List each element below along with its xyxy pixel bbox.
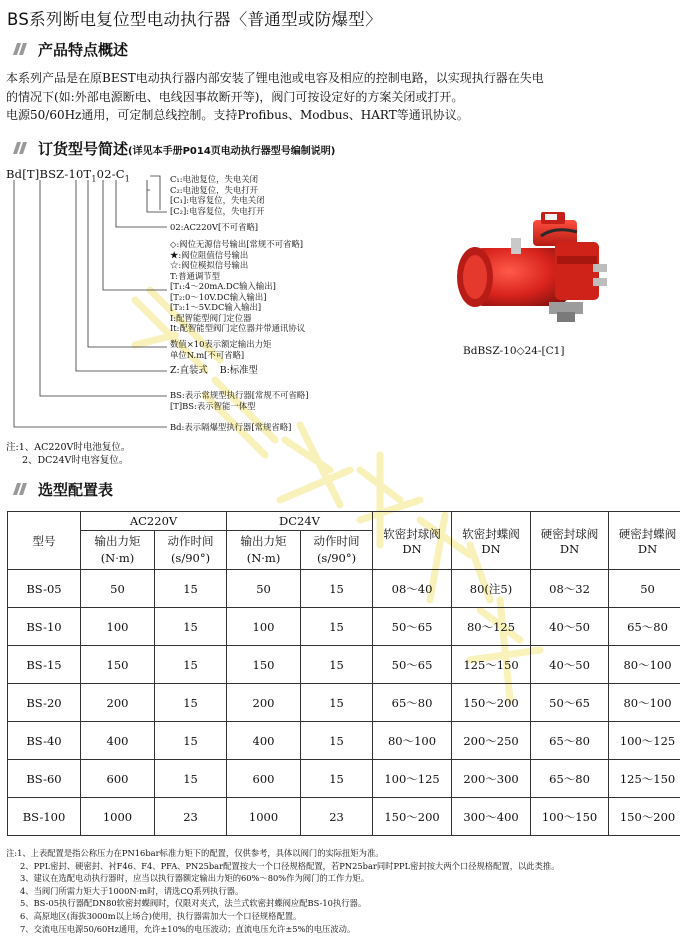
table-cell: 65～80	[531, 760, 609, 798]
valve-name: 软密封蝶阀	[462, 526, 520, 541]
table-cell: 400	[81, 722, 155, 760]
table-cell: 150	[81, 646, 155, 684]
note-line: 注:1、上表配置是指公称压力在PN16bar标准力矩下的配置，仅供参考，具体以阀门的实际扭矩为准。	[6, 848, 384, 858]
table-cell: 400	[227, 722, 301, 760]
table-cell: 100	[81, 608, 155, 646]
annotation-line: [T₂:0～10V.DC输入输出]	[170, 291, 267, 302]
table-cell: 65～80	[373, 684, 452, 722]
intro-line: 电源50/60Hz通用，可定制总线控制。支持Profibus、Modbus、HART等通讯协议。	[6, 108, 469, 122]
table-cell: 600	[81, 760, 155, 798]
table-cell: 65～80	[609, 608, 680, 646]
model-cell: BS-10	[8, 608, 81, 646]
table-cell: 23	[301, 798, 373, 836]
annotation-line: [T₁:4～20mA.DC输入输出]	[170, 281, 276, 291]
intro-line: 本系列产品是在原BEST电动执行器内部安装了锂电池或电容及相应的控制电路，以实现执行器在失电	[6, 71, 544, 85]
table-cell: 150～200	[373, 798, 452, 836]
model-cell: BS-20	[8, 684, 81, 722]
table-cell: 150～200	[609, 798, 680, 836]
note-line: 2、DC24V时电容复位。	[22, 455, 129, 466]
table-cell: 100～150	[531, 798, 609, 836]
model-code-mid: 02-C	[96, 167, 125, 181]
annotation-line: It:配智能型阀门定位器并带通讯协议	[170, 323, 306, 333]
table-row	[8, 798, 680, 836]
table-cell: 40～50	[531, 646, 609, 684]
annotation-line: I:配智能型阀门定位器	[170, 312, 252, 323]
annotation-line: BS:表示常规型执行器[常规不可省略]	[170, 390, 309, 400]
header-valve	[531, 512, 609, 570]
table-cell: 80～100	[609, 684, 680, 722]
header-dc24v: DC24V	[227, 512, 373, 531]
model-code-sub: 1	[91, 174, 97, 184]
voltage-annotation: 02:AC220V[不可省略]	[170, 222, 259, 232]
note-line: 7、交流电压电源50/60Hz通用，允许±10%的电压波动；直流电压允许±5%的电压波动。	[20, 923, 356, 934]
table-notes	[6, 847, 560, 935]
note-line: 5、BS-05执行器配DN80软密封蝶阀时，仅限对夹式，法兰式软密封蝶阀应配BS-10执行器。	[20, 898, 367, 909]
valve-name: 硬密封球阀	[540, 526, 599, 541]
table-cell: 100～125	[373, 760, 452, 798]
intro-line: 的情况下(如:外部电源断电、电线因事故断开等)，阀门可按设定好的方案关闭或打开。	[6, 89, 464, 104]
section-heading-main: 订货型号简述	[38, 140, 129, 158]
annotation-line: ◇:阀位无源信号输出[常规不可省略]	[170, 239, 304, 249]
note-line: 6、高原地区(海拔3000m以上场合)使用，执行器需加大一个口径规格配置。	[20, 910, 302, 921]
product-photo	[445, 198, 621, 334]
table-cell: 23	[155, 798, 227, 836]
table-cell: 100～125	[609, 722, 680, 760]
table-cell: 15	[155, 570, 227, 608]
table-cell: 15	[301, 684, 373, 722]
photo-caption: BdBSZ-10◇24-[C1]	[463, 345, 565, 357]
header-valve	[452, 512, 531, 570]
type-annotation: Z:直装式 B:标准型	[170, 365, 258, 376]
table-cell: 15	[155, 684, 227, 722]
selection-table	[7, 511, 680, 836]
annotation-line: [C₂]:电容复位，失电打开	[170, 205, 265, 216]
table-cell: 50	[227, 570, 301, 608]
model-cell: BS-100	[8, 798, 81, 836]
annotation-line: ☆:阀位模拟信号输出	[170, 260, 249, 270]
table-cell: 15	[301, 722, 373, 760]
annotation-line: [C₁]:电容复位，失电关闭	[170, 195, 265, 205]
model-notes	[6, 441, 130, 467]
model-code-sub: 1	[124, 174, 131, 184]
double-slash-marker-icon	[8, 483, 30, 495]
table-cell: 50～65	[373, 646, 452, 684]
table-cell: 300～400	[452, 798, 531, 836]
header-torque	[227, 531, 301, 570]
table-cell: 15	[155, 760, 227, 798]
table-row	[8, 722, 680, 760]
table-cell: 100	[227, 608, 301, 646]
valve-unit: DN	[559, 541, 580, 556]
explosion-annotation: Bd:表示隔爆型执行器[常规省略]	[170, 422, 292, 432]
table-cell: 1000	[81, 798, 155, 836]
table-cell: 50	[81, 570, 155, 608]
header-time-label: 动作时间	[313, 534, 360, 548]
actuator-illustration	[445, 198, 621, 334]
valve-unit: DN	[402, 541, 422, 556]
header-torque-label: 输出力矩	[240, 534, 287, 548]
header-time	[155, 531, 227, 570]
table-cell: 125～150	[609, 760, 680, 798]
table-cell: 80～100	[609, 646, 680, 684]
table-cell: 08～32	[531, 570, 609, 608]
c-option-annotations	[170, 174, 265, 216]
table-cell: 80～125	[452, 608, 531, 646]
series-annotation	[170, 390, 309, 411]
table-cell: 15	[155, 608, 227, 646]
header-time	[301, 531, 373, 570]
table-cell: 15	[301, 608, 373, 646]
header-valve	[609, 512, 680, 570]
note-line: 4、当阀门所需力矩大于1000N·m时，请选CQ系列执行器。	[20, 885, 244, 896]
table-row	[8, 608, 680, 646]
header-time-unit: (s/90°)	[316, 551, 357, 565]
note-line: 注:1、AC220V时电池复位。	[6, 442, 131, 453]
valve-unit: DN	[481, 541, 501, 556]
header-torque-label: 输出力矩	[94, 534, 141, 548]
annotation-line: 单位N.m[不可省略]	[170, 349, 245, 360]
annotation-line: C₂:电池复位，失电打开	[170, 184, 258, 195]
note-line: 3、建议在选配电动执行器时，应当以执行器额定输出力矩的60%～80%作为阀门的工作力矩。	[20, 873, 370, 884]
section-heading: 选型配置表	[38, 481, 114, 499]
annotation-line: 数值×10表示额定输出力矩	[170, 339, 272, 349]
model-code-main: Bd[T]BSZ-10T	[6, 167, 92, 181]
section-heading: 产品特点概述	[38, 41, 129, 59]
annotation-line: ★:阀位阻值信号输出	[170, 249, 249, 260]
table-cell: 200～250	[452, 722, 531, 760]
table-cell: 80(注5)	[452, 570, 531, 608]
table-row	[8, 760, 680, 798]
table-cell: 08～40	[373, 570, 452, 608]
valve-unit: DN	[637, 541, 658, 556]
valve-name: 硬密封蝶阀	[618, 526, 677, 541]
section-header-selection	[8, 480, 308, 498]
table-cell: 50～65	[531, 684, 609, 722]
table-cell: 200	[227, 684, 301, 722]
table-cell: 40～50	[531, 608, 609, 646]
header-ac220v: AC220V	[81, 512, 227, 531]
table-cell: 15	[155, 722, 227, 760]
model-cell: BS-05	[8, 570, 81, 608]
header-model: 型号	[8, 512, 81, 570]
annotation-line: [T]BS:表示智能一体型	[170, 400, 256, 411]
section-subheading: (详见本手册P014页电动执行器型号编制说明)	[128, 146, 336, 157]
document-title: BS系列断电复位型电动执行器〈普通型或防爆型〉	[7, 10, 382, 29]
table-cell: 15	[155, 646, 227, 684]
table-row	[8, 570, 680, 608]
table-row	[8, 646, 680, 684]
header-torque-unit: (N·m)	[246, 551, 281, 565]
model-cell: BS-60	[8, 760, 81, 798]
model-cell: BS-40	[8, 722, 81, 760]
note-line: 2、PPL密封、硬密封、衬F46、F4、PFA、PN25bar配置按大一个口径规格配置，若PN25bar同时PPL密封按大两个口径规格配置，以此类推。	[20, 860, 560, 871]
header-torque-unit: (N·m)	[100, 551, 135, 565]
table-cell: 200～300	[452, 760, 531, 798]
table-cell: 1000	[227, 798, 301, 836]
table-cell: 15	[301, 646, 373, 684]
table-cell: 150～200	[452, 684, 531, 722]
table-cell: 200	[81, 684, 155, 722]
header-time-unit: (s/90°)	[170, 551, 211, 565]
header-time-label: 动作时间	[167, 534, 214, 548]
table-cell: 80～100	[373, 722, 452, 760]
valve-name: 软密封球阀	[383, 526, 441, 541]
annotation-line: C₁:电池复位，失电关闭	[170, 174, 258, 184]
table-cell: 600	[227, 760, 301, 798]
table-cell: 150	[227, 646, 301, 684]
header-torque	[81, 531, 155, 570]
annotation-line: T:普通调节型	[170, 270, 220, 281]
table-cell: 15	[301, 570, 373, 608]
table-cell: 125～150	[452, 646, 531, 684]
signal-option-annotations	[170, 239, 305, 334]
header-valve	[373, 512, 452, 570]
torque-annotation	[170, 339, 271, 360]
model-cell: BS-15	[8, 646, 81, 684]
table-cell: 50	[609, 570, 680, 608]
table-cell: 50～65	[373, 608, 452, 646]
table-row	[8, 684, 680, 722]
annotation-line: [T₃:1～5V.DC输入输出]	[170, 302, 262, 312]
table-cell: 65～80	[531, 722, 609, 760]
table-cell: 15	[301, 760, 373, 798]
